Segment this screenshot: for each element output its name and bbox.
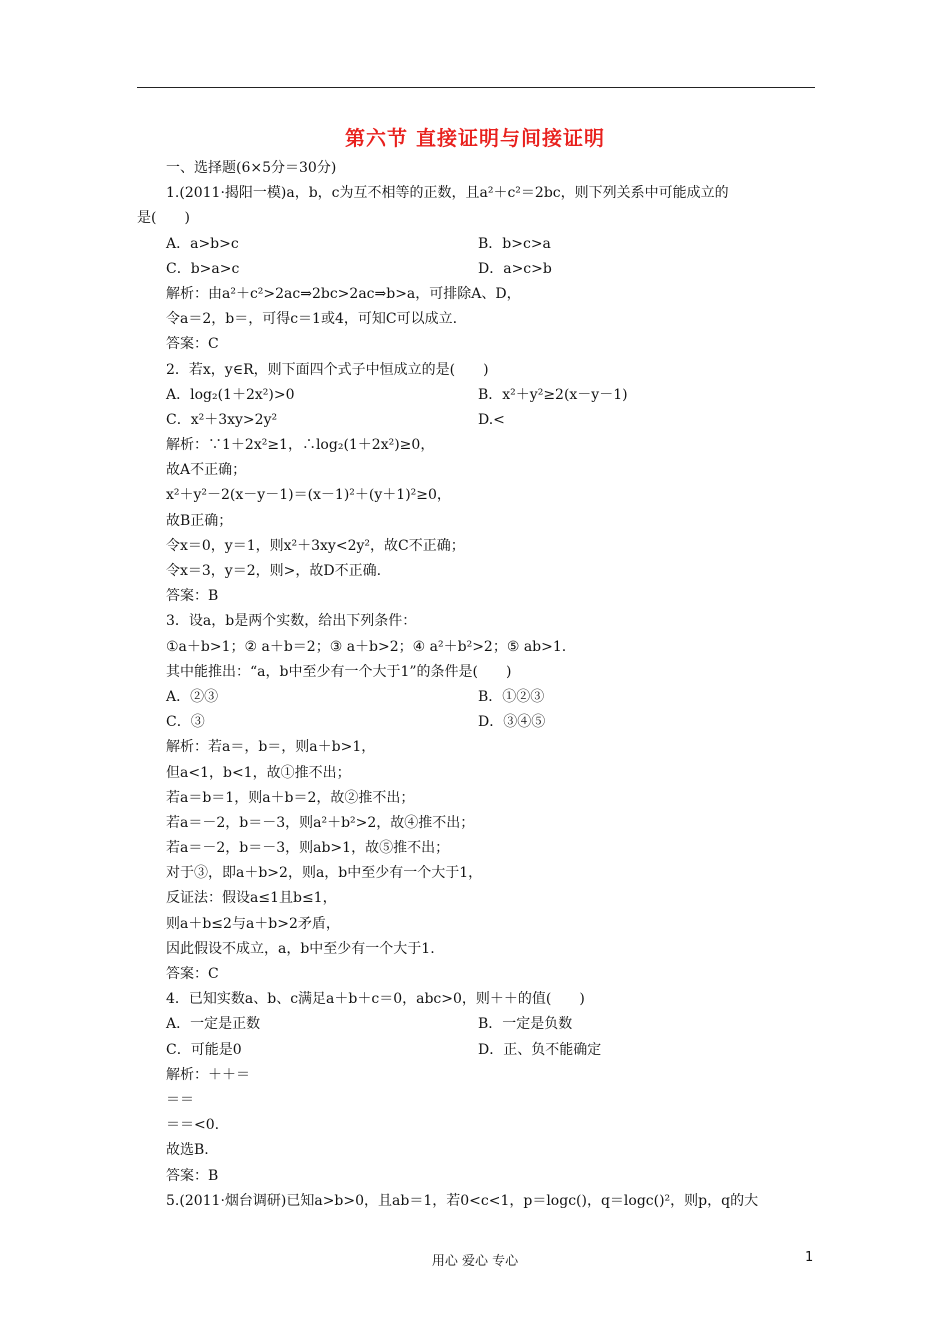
q1-option-d: D．a>c>b [478,260,552,277]
q2-analysis-3: x²＋y²－2(x－y－1)＝(x－1)²＋(y＋1)²≥0， [166,487,451,504]
q1-options-row-1 [166,232,818,257]
q2-stem: 2．若x，y∈R，则下面四个式子中恒成立的是( ) [166,361,489,378]
q1-stem-2: 是( ) [137,210,190,227]
q3-analysis-8: 则a＋b≤2与a＋b>2矛盾， [166,915,340,932]
q1-answer: 答案：C [166,336,219,353]
q4-option-c: C．可能是0 [166,1041,242,1058]
q3-option-a: A．②③ [166,688,219,705]
q4-option-d: D．正、负不能确定 [478,1041,602,1058]
q3-stem-3: 其中能推出：“a，b中至少有一个大于1”的条件是( ) [166,663,512,680]
q2-analysis-1: 解析：∵1＋2x²≥1，∴log₂(1＋2x²)≥0， [166,437,435,454]
q2-option-b: B．x²＋y²≥2(x－y－1) [478,386,628,403]
document-body [137,156,818,1214]
q4-stem: 4．已知实数a、b、c满足a＋b＋c＝0，abc>0，则＋＋的值( ) [166,991,585,1008]
q2-analysis-5: 令x＝0，y＝1，则x²＋3xy<2y²，故C不正确； [166,537,465,554]
q3-options-row-2 [166,710,818,735]
q1-stem-1: 1.(2011·揭阳一模)a，b，c为互不相等的正数，且a²＋c²＝2bc，则下列关系中可能成立的 [166,185,729,202]
q4-option-a: A．一定是正数 [166,1016,261,1033]
q3-analysis-5: 若a＝－2，b＝－3，则ab>1，故⑤推不出； [166,840,450,857]
q4-analysis-3: ＝＝<0. [166,1117,220,1134]
section-header: 一、选择题(6×5分＝30分) [166,160,337,176]
q4-options-row-2 [166,1038,818,1063]
q3-stem-1: 3．设a，b是两个实数，给出下列条件： [166,613,417,630]
q2-option-d: D.< [478,411,505,428]
q2-option-a: A．log₂(1＋2x²)>0 [166,386,295,403]
q3-analysis-4: 若a＝－2，b＝－3，则a²＋b²>2，故④推不出； [166,814,475,831]
q4-analysis-4: 故选B. [166,1142,209,1159]
q1-option-b: B．b>c>a [478,235,551,252]
q3-analysis-6: 对于③，即a＋b>2，则a，b中至少有一个大于1， [166,865,483,882]
header-rule [137,87,815,88]
q1-analysis-2: 令a＝2，b＝，可得c＝1或4，可知C可以成立. [166,311,458,328]
q3-answer: 答案：C [166,966,219,982]
q4-analysis-1: 解析：＋＋＝ [166,1066,250,1083]
page-number: 1 [805,1250,814,1265]
q4-options-row-1 [166,1012,818,1037]
q3-analysis-7: 反证法：假设a≤1且b≤1， [166,890,337,907]
q1-options-row-2 [166,257,818,282]
footer-slogan: 用心 爱心 专心 [431,1254,519,1269]
q3-analysis-2: 但a<1，b<1，故①推不出； [166,764,351,781]
q2-options-row-1 [166,383,818,408]
q3-stem-2: ①a＋b>1；② a＋b＝2；③ a＋b>2；④ a²＋b²>2；⑤ ab>1. [166,638,567,655]
q4-analysis-2: ＝＝ [166,1091,194,1108]
q3-analysis-9: 因此假设不成立，a，b中至少有一个大于1. [166,940,435,957]
q1-analysis-1: 解析：由a²＋c²>2ac⇒2bc>2ac⇒b>a，可排除A、D， [166,285,521,302]
q3-analysis-3: 若a＝b＝1，则a＋b＝2，故②推不出； [166,789,415,806]
q3-analysis-1: 解析：若a＝，b＝，则a＋b>1， [166,739,376,756]
q2-analysis-2: 故A不正确； [166,462,247,479]
q2-answer: 答案：B [166,588,219,605]
q1-option-a: A．a>b>c [166,235,239,252]
q3-options-row-1 [166,685,818,710]
q1-option-c: C．b>a>c [166,260,240,277]
q2-options-row-2 [166,408,818,433]
q3-option-d: D．③④⑤ [478,714,546,731]
q4-option-b: B．一定是负数 [478,1016,573,1033]
q4-answer: 答案：B [166,1167,219,1184]
q2-analysis-4: 故B正确； [166,512,233,529]
q5-stem: 5.(2011·烟台调研)已知a>b>0，且ab＝1，若0<c<1，p＝logc()，q＝logc()²，则p，q的大 [166,1192,759,1209]
q2-analysis-6: 令x＝3，y＝2，则>，故D不正确. [166,563,382,579]
q3-option-c: C．③ [166,714,205,731]
page-title: 第六节 直接证明与间接证明 [345,126,605,150]
q2-option-c: C．x²＋3xy>2y² [166,411,278,428]
q3-option-b: B．①②③ [478,688,545,705]
